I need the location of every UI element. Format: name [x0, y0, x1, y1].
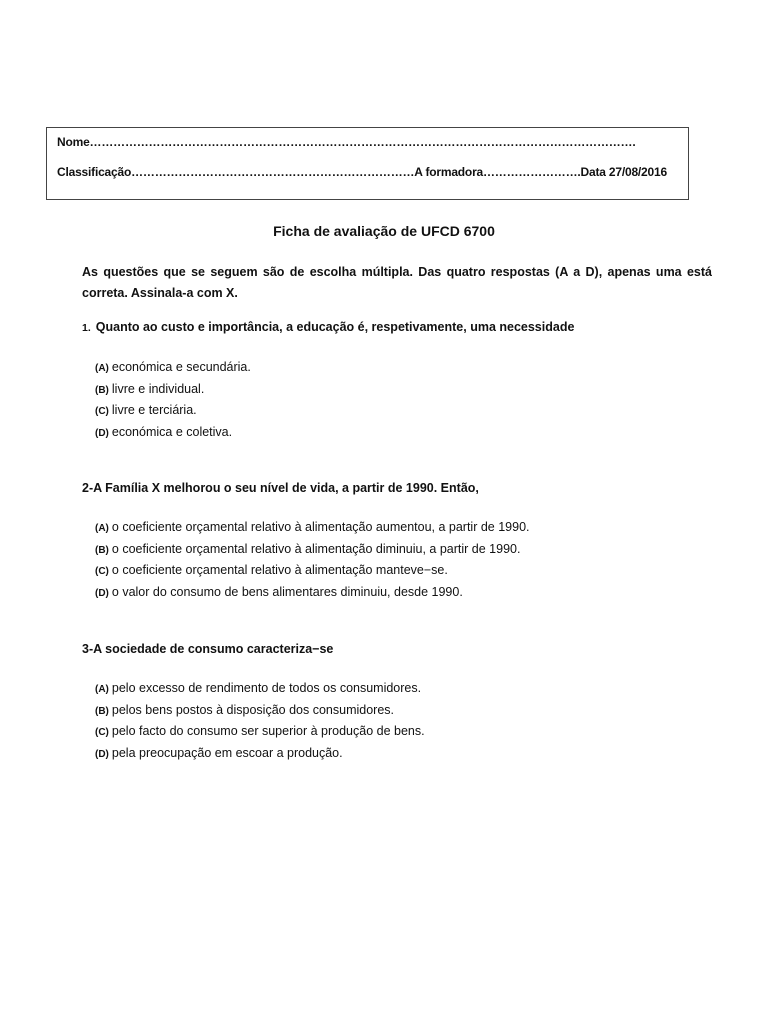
- question-3: [82, 642, 333, 656]
- option-letter: (B): [95, 705, 109, 717]
- page-title: Ficha de avaliação de UFCD 6700: [273, 223, 495, 239]
- option-c[interactable]: [95, 721, 425, 743]
- option-letter: (D): [95, 587, 109, 599]
- option-text: económica e secundária.: [111, 360, 251, 374]
- option-letter: (A): [95, 523, 109, 534]
- option-a[interactable]: [95, 678, 425, 700]
- option-c[interactable]: [95, 560, 530, 582]
- name-line: Nome………………………………………………………………………………………………………………………….: [57, 135, 636, 149]
- option-letter: (A): [95, 363, 109, 374]
- option-letter: (C): [95, 727, 109, 738]
- option-a[interactable]: [95, 517, 530, 539]
- option-d[interactable]: [95, 422, 251, 444]
- question-text: Quanto ao custo e importância, a educação é, respetivamente, uma necessidade: [95, 320, 575, 334]
- option-d[interactable]: [95, 582, 530, 604]
- option-text: pela preocupação em escoar a produção.: [111, 745, 343, 760]
- question-text: 2-A Família X melhorou o seu nível de vida, a partir de 1990. Então,: [82, 481, 479, 495]
- question-3-options: [95, 678, 425, 764]
- option-text: o coeficiente orçamental relativo à alimentação diminuiu, a partir de 1990.: [111, 541, 521, 556]
- option-c[interactable]: [95, 400, 251, 422]
- instructions: As questões que se seguem são de escolha múltipla. Das quatro respostas (A a D), apenas uma está correta. Assinala-a com X.: [82, 265, 712, 300]
- option-text: o valor do consumo de bens alimentares diminuiu, desde 1990.: [111, 584, 463, 599]
- option-d[interactable]: [95, 743, 425, 765]
- option-letter: (B): [95, 384, 109, 396]
- option-text: pelos bens postos à disposição dos consumidores.: [111, 702, 395, 717]
- question-number: 1.: [82, 322, 91, 334]
- question-2-options: [95, 517, 530, 603]
- option-text: livre e individual.: [111, 381, 205, 396]
- option-letter: (D): [95, 748, 109, 760]
- option-b[interactable]: [95, 379, 251, 401]
- classification-line: Classificação………………………………………………………………A formadora…………………….Data 27/08/2016: [57, 165, 667, 179]
- question-1: [82, 320, 574, 334]
- option-letter: (C): [95, 406, 109, 417]
- option-text: económica e coletiva.: [111, 424, 233, 439]
- question-text: 3-A sociedade de consumo caracteriza−se: [82, 642, 334, 656]
- option-text: livre e terciária.: [111, 403, 197, 417]
- option-b[interactable]: [95, 700, 425, 722]
- option-a[interactable]: [95, 357, 251, 379]
- option-b[interactable]: [95, 539, 530, 561]
- option-letter: (A): [95, 684, 109, 695]
- option-letter: (B): [95, 544, 109, 556]
- option-letter: (C): [95, 566, 109, 577]
- option-text: o coeficiente orçamental relativo à alimentação manteve−se.: [111, 563, 448, 577]
- option-text: pelo facto do consumo ser superior à produção de bens.: [111, 724, 425, 738]
- option-letter: (D): [95, 427, 109, 439]
- option-text: o coeficiente orçamental relativo à alimentação aumentou, a partir de 1990.: [111, 520, 530, 534]
- student-info-box: [46, 127, 689, 200]
- question-2: [82, 481, 479, 495]
- option-text: pelo excesso de rendimento de todos os consumidores.: [111, 681, 422, 695]
- question-1-options: [95, 357, 251, 443]
